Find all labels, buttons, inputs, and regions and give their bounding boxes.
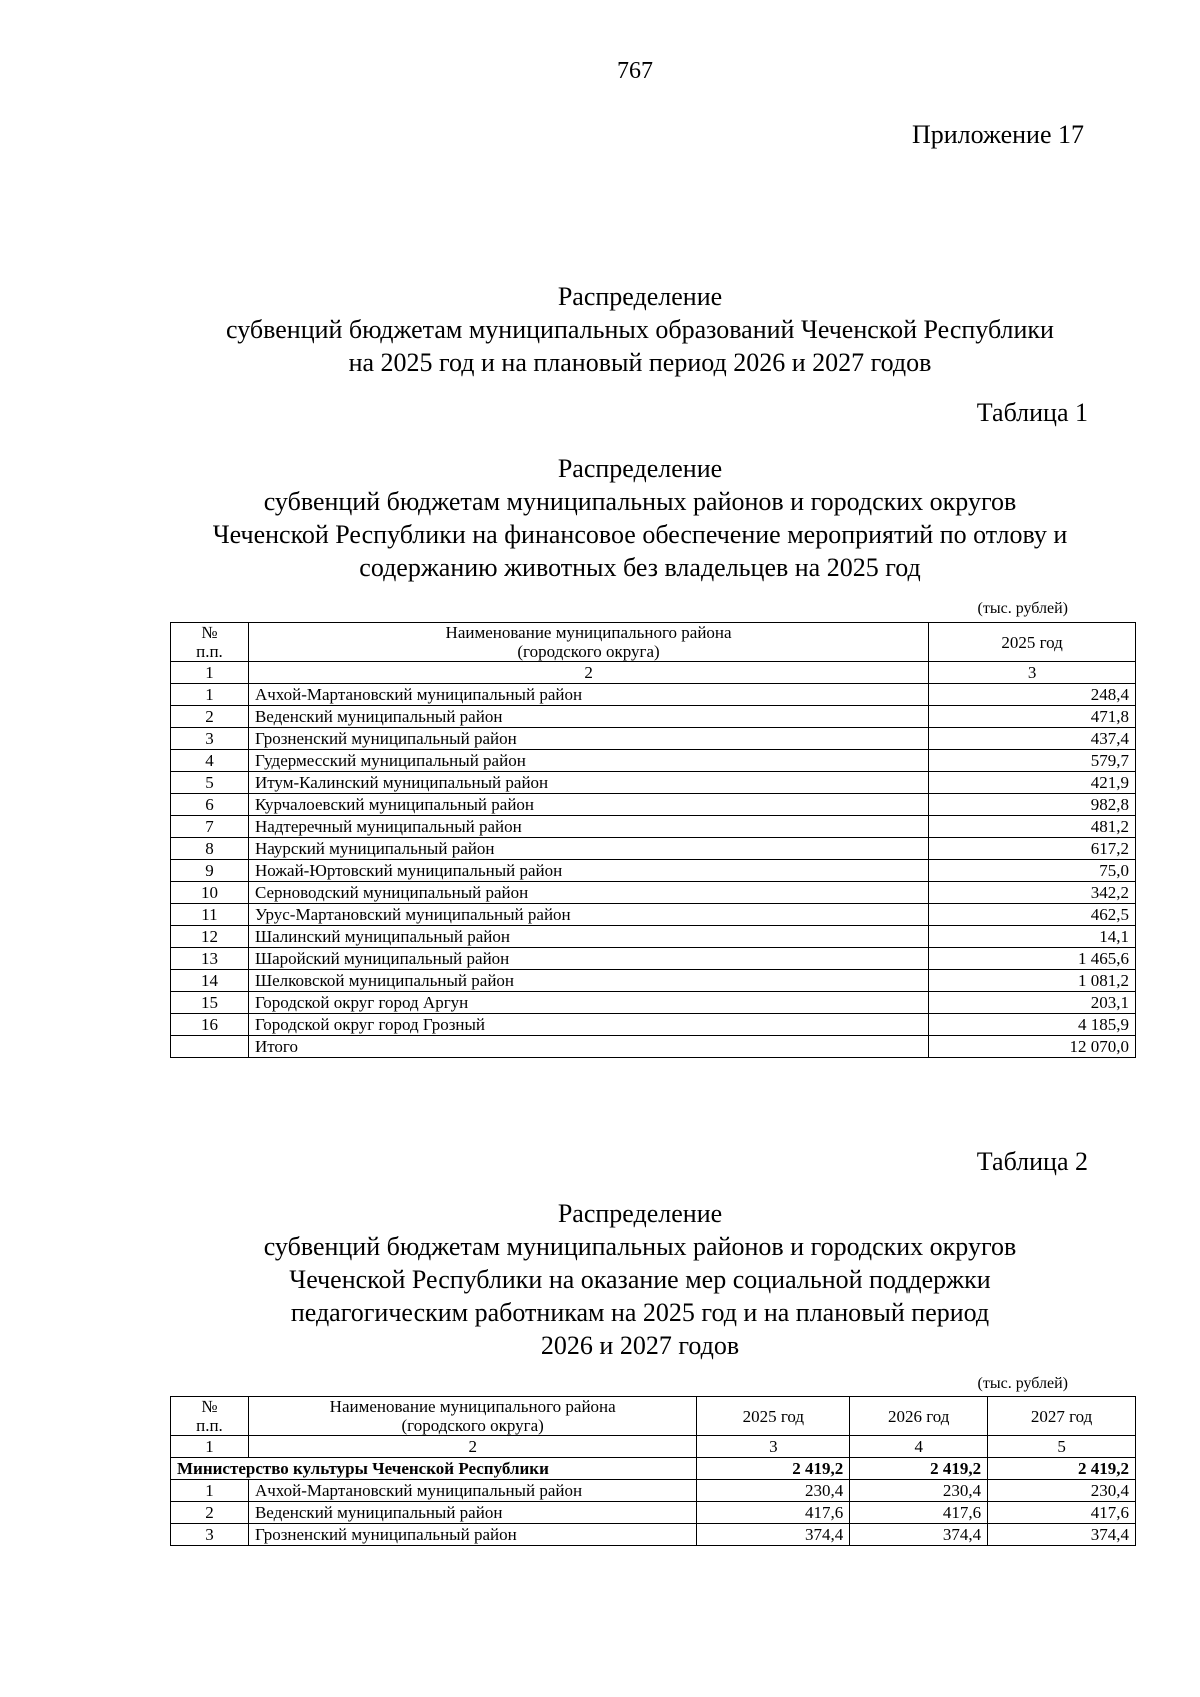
- header-num-line2: п.п.: [196, 642, 223, 661]
- table1-heading: [100, 452, 1180, 584]
- table1-heading-line: содержанию животных без владельцев на 2025 год: [359, 553, 921, 582]
- header-num-line1: №: [201, 623, 218, 642]
- colnum-cell: 3: [929, 662, 1136, 684]
- header-name-line1: Наименование муниципального района: [445, 623, 732, 642]
- row-number: 1: [171, 684, 249, 706]
- row-value-2026: 417,6: [850, 1502, 988, 1524]
- main-heading-line: субвенций бюджетам муниципальных образований Чеченской Республики: [226, 315, 1054, 344]
- row-number: 15: [171, 992, 249, 1014]
- table1-label: Таблица 1: [976, 398, 1088, 427]
- colnum-cell: 4: [850, 1436, 988, 1458]
- row-name: Веденский муниципальный район: [248, 706, 928, 728]
- row-value-2025: 4 185,9: [929, 1014, 1136, 1036]
- row-number: 2: [171, 706, 249, 728]
- header-num-line1: №: [201, 1397, 218, 1416]
- row-name: Итум-Калинский муниципальный район: [248, 772, 928, 794]
- colnum-cell: 2: [248, 662, 928, 684]
- table-row: [171, 706, 1136, 728]
- row-name: Грозненский муниципальный район: [248, 728, 928, 750]
- table-row: [171, 794, 1136, 816]
- table-row: [171, 838, 1136, 860]
- row-number: 13: [171, 948, 249, 970]
- colnum-cell: 1: [171, 662, 249, 684]
- row-number: 14: [171, 970, 249, 992]
- row-number: 5: [171, 772, 249, 794]
- row-number: 4: [171, 750, 249, 772]
- main-heading: [100, 280, 1180, 379]
- table1: [170, 622, 1136, 1058]
- row-value-2025: 248,4: [929, 684, 1136, 706]
- table1-header-name: [248, 623, 928, 662]
- row-value-2025: 481,2: [929, 816, 1136, 838]
- table-row: [171, 1480, 1136, 1502]
- row-number: 1: [171, 1480, 249, 1502]
- row-value-2026: 230,4: [850, 1480, 988, 1502]
- main-heading-line: Распределение: [557, 282, 723, 311]
- total-empty-cell: [171, 1036, 249, 1058]
- table-row: [171, 970, 1136, 992]
- colnum-cell: 2: [248, 1436, 697, 1458]
- header-num-line2: п.п.: [196, 1416, 223, 1435]
- table2-heading-line: 2026 и 2027 годов: [540, 1331, 740, 1360]
- row-name: Надтеречный муниципальный район: [248, 816, 928, 838]
- row-name: Ачхой-Мартановский муниципальный район: [248, 1480, 697, 1502]
- row-number: 9: [171, 860, 249, 882]
- row-value-2025: 617,2: [929, 838, 1136, 860]
- table2-header-name: [248, 1397, 697, 1436]
- table2: [170, 1396, 1136, 1546]
- row-value-2025: 342,2: [929, 882, 1136, 904]
- table2-heading: [100, 1197, 1180, 1362]
- row-name: Урус-Мартановский муниципальный район: [248, 904, 928, 926]
- table1-header-year: 2025 год: [929, 623, 1136, 662]
- ministry-2027: 2 419,2: [988, 1458, 1136, 1480]
- table2-heading-line: Распределение: [557, 1199, 723, 1228]
- row-number: 6: [171, 794, 249, 816]
- row-name: Ножай-Юртовский муниципальный район: [248, 860, 928, 882]
- table2-header-2027: 2027 год: [988, 1397, 1136, 1436]
- row-value-2025: 471,8: [929, 706, 1136, 728]
- row-name: Грозненский муниципальный район: [248, 1524, 697, 1546]
- row-number: 3: [171, 1524, 249, 1546]
- table1-heading-line: субвенций бюджетам муниципальных районов и городских округов: [263, 487, 1017, 516]
- table1-colnum-row: [171, 662, 1136, 684]
- row-value-2025: 374,4: [697, 1524, 850, 1546]
- table-row: [171, 684, 1136, 706]
- ministry-2026: 2 419,2: [850, 1458, 988, 1480]
- table1-heading-line: Распределение: [557, 454, 723, 483]
- row-value-2025: 1 465,6: [929, 948, 1136, 970]
- row-number: 2: [171, 1502, 249, 1524]
- table1-units: (тыс. рублей): [977, 600, 1068, 617]
- row-name: Городской округ город Аргун: [248, 992, 928, 1014]
- table1-total-row: [171, 1036, 1136, 1058]
- table2-label: Таблица 2: [976, 1147, 1088, 1176]
- appendix-label: Приложение 17: [911, 120, 1084, 149]
- table2-heading-line: педагогическим работникам на 2025 год и на плановый период: [290, 1298, 990, 1327]
- row-value-2025: 421,9: [929, 772, 1136, 794]
- row-name: Шелковской муниципальный район: [248, 970, 928, 992]
- row-name: Курчалоевский муниципальный район: [248, 794, 928, 816]
- table-row: [171, 1502, 1136, 1524]
- table2-heading-line: Чеченской Республики на оказание мер социальной поддержки: [289, 1265, 991, 1294]
- row-value-2026: 374,4: [850, 1524, 988, 1546]
- row-number: 16: [171, 1014, 249, 1036]
- table-row: [171, 1524, 1136, 1546]
- row-value-2025: 203,1: [929, 992, 1136, 1014]
- table-row: [171, 816, 1136, 838]
- header-name-line1: Наименование муниципального района: [329, 1397, 616, 1416]
- row-value-2025: 417,6: [697, 1502, 850, 1524]
- page-number: 767: [617, 58, 653, 84]
- table2-units: (тыс. рублей): [977, 1375, 1068, 1392]
- colnum-cell: 5: [988, 1436, 1136, 1458]
- row-value-2025: 982,8: [929, 794, 1136, 816]
- row-name: Шалинский муниципальный район: [248, 926, 928, 948]
- total-value: 12 070,0: [929, 1036, 1136, 1058]
- table-row: [171, 948, 1136, 970]
- table-row: [171, 882, 1136, 904]
- row-value-2025: 1 081,2: [929, 970, 1136, 992]
- table2-colnum-row: [171, 1436, 1136, 1458]
- table1-header-num: [171, 623, 249, 662]
- ministry-name: Министерство культуры Чеченской Республики: [171, 1458, 697, 1480]
- row-number: 3: [171, 728, 249, 750]
- row-name: Шаройский муниципальный район: [248, 948, 928, 970]
- ministry-2025: 2 419,2: [697, 1458, 850, 1480]
- row-number: 8: [171, 838, 249, 860]
- table-row: [171, 772, 1136, 794]
- header-name-line2: (городского округа): [517, 642, 660, 661]
- row-value-2025: 579,7: [929, 750, 1136, 772]
- row-value-2027: 374,4: [988, 1524, 1136, 1546]
- table-row: [171, 1014, 1136, 1036]
- header-name-line2: (городского округа): [401, 1416, 544, 1435]
- row-number: 7: [171, 816, 249, 838]
- row-value-2025: 462,5: [929, 904, 1136, 926]
- table-row: [171, 992, 1136, 1014]
- table-row: [171, 926, 1136, 948]
- row-value-2025: 230,4: [697, 1480, 850, 1502]
- row-value-2025: 75,0: [929, 860, 1136, 882]
- row-name: Наурский муниципальный район: [248, 838, 928, 860]
- table2-header-2025: 2025 год: [697, 1397, 850, 1436]
- table-row: [171, 860, 1136, 882]
- table-row: [171, 750, 1136, 772]
- row-name: Гудермесский муниципальный район: [248, 750, 928, 772]
- row-value-2025: 14,1: [929, 926, 1136, 948]
- row-name: Ачхой-Мартановский муниципальный район: [248, 684, 928, 706]
- table-row: [171, 728, 1136, 750]
- row-value-2027: 230,4: [988, 1480, 1136, 1502]
- row-value-2025: 437,4: [929, 728, 1136, 750]
- table1-header-row: [171, 623, 1136, 662]
- table-row: [171, 904, 1136, 926]
- table2-heading-line: субвенций бюджетам муниципальных районов и городских округов: [263, 1232, 1017, 1261]
- row-name: Веденский муниципальный район: [248, 1502, 697, 1524]
- row-name: Серноводский муниципальный район: [248, 882, 928, 904]
- row-value-2027: 417,6: [988, 1502, 1136, 1524]
- table2-ministry-row: [171, 1458, 1136, 1480]
- table2-header-2026: 2026 год: [850, 1397, 988, 1436]
- table2-header-row: [171, 1397, 1136, 1436]
- colnum-cell: 1: [171, 1436, 249, 1458]
- row-name: Городской округ город Грозный: [248, 1014, 928, 1036]
- row-number: 12: [171, 926, 249, 948]
- table1-heading-line: Чеченской Республики на финансовое обеспечение мероприятий по отлову и: [212, 520, 1068, 549]
- colnum-cell: 3: [697, 1436, 850, 1458]
- total-label: Итого: [248, 1036, 928, 1058]
- row-number: 10: [171, 882, 249, 904]
- table2-header-num: [171, 1397, 249, 1436]
- row-number: 11: [171, 904, 249, 926]
- main-heading-line: на 2025 год и на плановый период 2026 и 2027 годов: [348, 348, 932, 377]
